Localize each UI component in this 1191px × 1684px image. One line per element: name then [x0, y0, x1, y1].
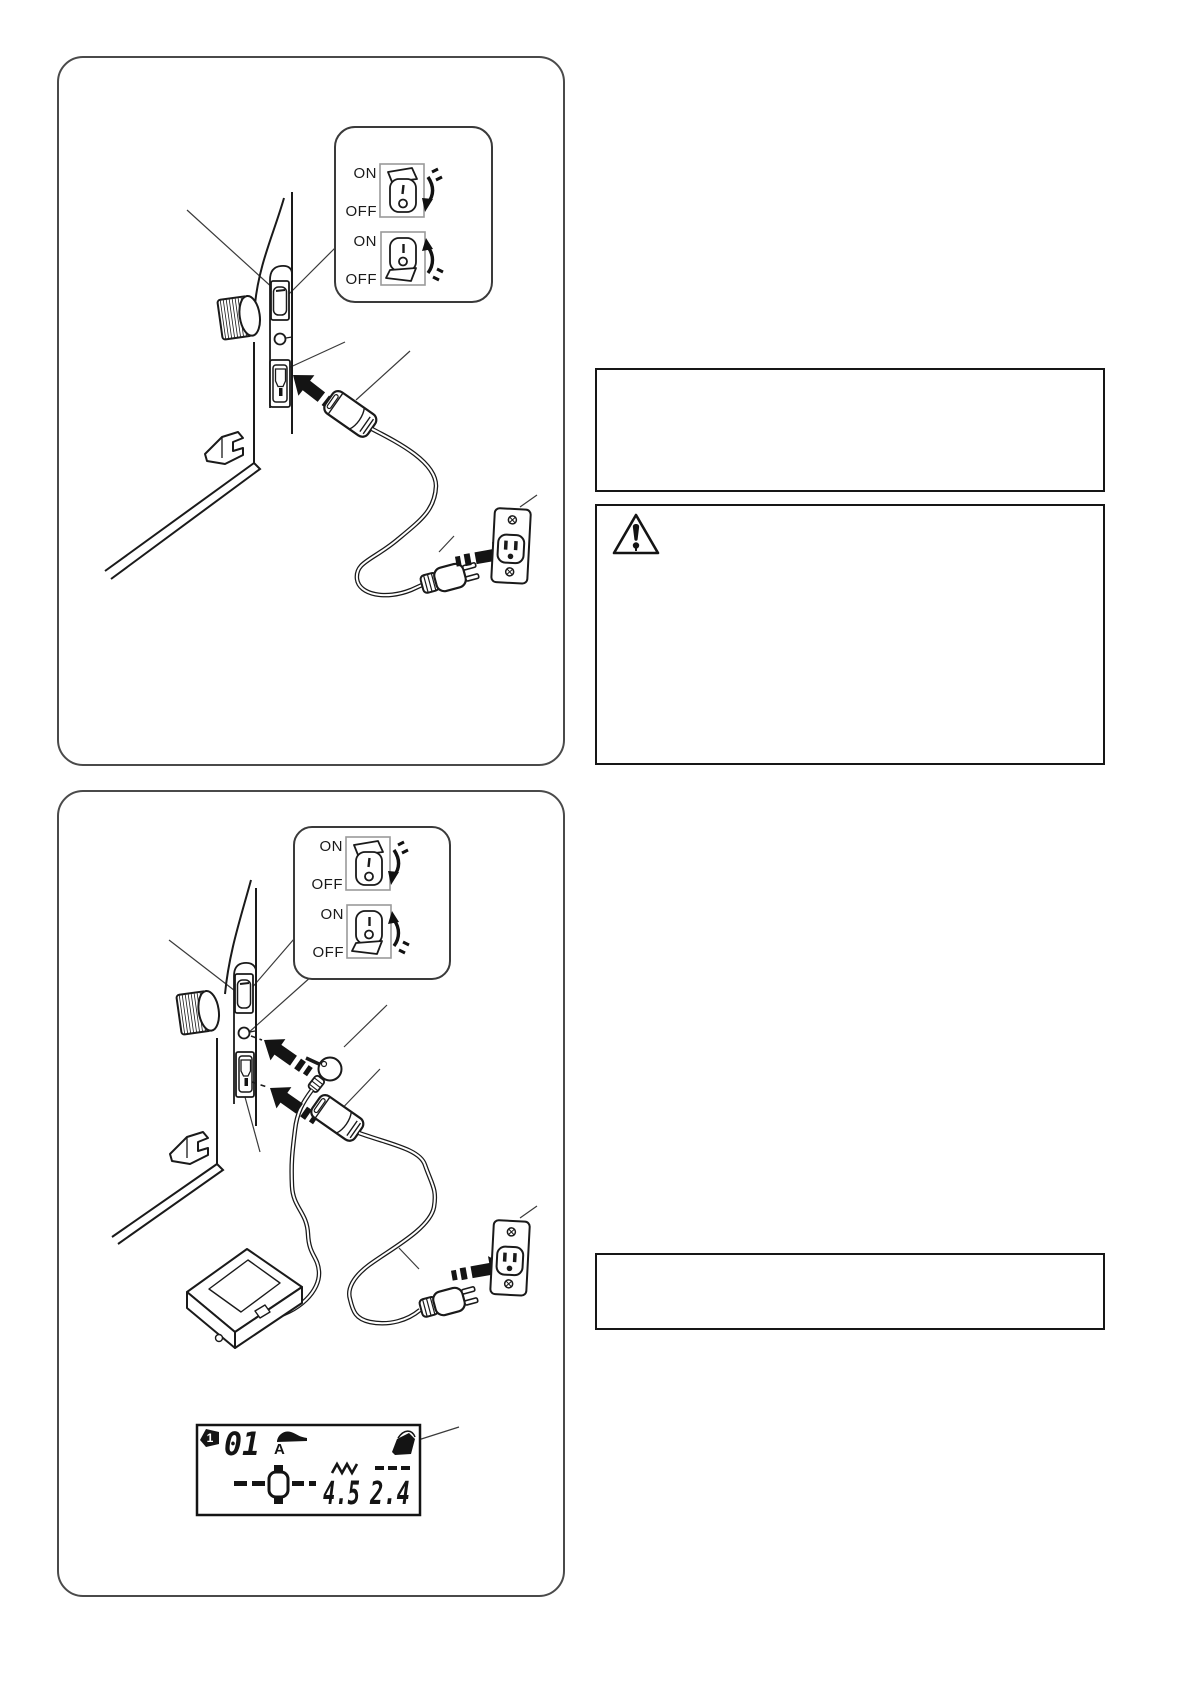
power-switch — [235, 974, 253, 1013]
switch-off-on-label: ON — [353, 165, 377, 182]
dashed-line-icon — [375, 1466, 410, 1470]
switch-off-off-label: OFF — [311, 876, 343, 893]
warning-icon — [611, 512, 661, 558]
cover-latch — [170, 1132, 208, 1164]
warning-box — [595, 504, 1105, 765]
insert-arrow-foot-control-plug — [257, 1029, 318, 1082]
lcd-stitch-width: 4.5 — [323, 1474, 360, 1512]
lcd-pattern-group: 1 — [206, 1431, 214, 1445]
lcd-pattern-number: 01 — [224, 1425, 260, 1463]
diagram-panel-power-connection — [57, 56, 565, 766]
machine-inlet — [270, 360, 290, 407]
switch-on-on-label: ON — [353, 233, 377, 250]
switch-on-off-label: OFF — [312, 944, 344, 961]
machine-side-view — [105, 192, 292, 579]
power-connection-diagram — [59, 58, 567, 768]
machine-inlet — [236, 1052, 254, 1097]
machine-side-view — [112, 880, 256, 1244]
switch-on-off-label: OFF — [345, 271, 377, 288]
lcd-display — [197, 1425, 459, 1515]
switch-positions-inset — [335, 127, 492, 302]
lcd-presser-foot-letter: A — [274, 1441, 285, 1458]
diagram-panel-foot-control-connection — [57, 790, 565, 1597]
power-cord — [357, 429, 436, 595]
switch-on-on-label: ON — [320, 906, 344, 923]
handwheel-knob — [217, 295, 262, 340]
lcd-foot-control-callout — [415, 1427, 459, 1441]
handwheel-knob — [176, 990, 221, 1035]
callout-lines — [169, 939, 537, 1269]
foot-control-diagram — [59, 792, 567, 1599]
power-cord — [349, 1133, 435, 1323]
foot-control-jack — [275, 334, 293, 345]
note-box-bottom — [595, 1253, 1105, 1330]
power-supply-plug — [418, 1283, 479, 1321]
note-box-top — [595, 368, 1105, 492]
wall-outlet — [491, 508, 531, 584]
wall-outlet — [490, 1220, 530, 1296]
power-switch — [271, 281, 289, 320]
switch-off-on-label: ON — [319, 838, 343, 855]
cover-latch — [205, 432, 243, 464]
foot-control-plug — [306, 1058, 342, 1094]
switch-off-off-label: OFF — [345, 203, 377, 220]
machine-plug — [322, 388, 380, 439]
lcd-stitch-length: 2.4 — [369, 1474, 410, 1512]
switch-positions-inset — [294, 827, 450, 979]
foot-control-pedal — [187, 1249, 302, 1348]
machine-plug — [309, 1092, 367, 1143]
